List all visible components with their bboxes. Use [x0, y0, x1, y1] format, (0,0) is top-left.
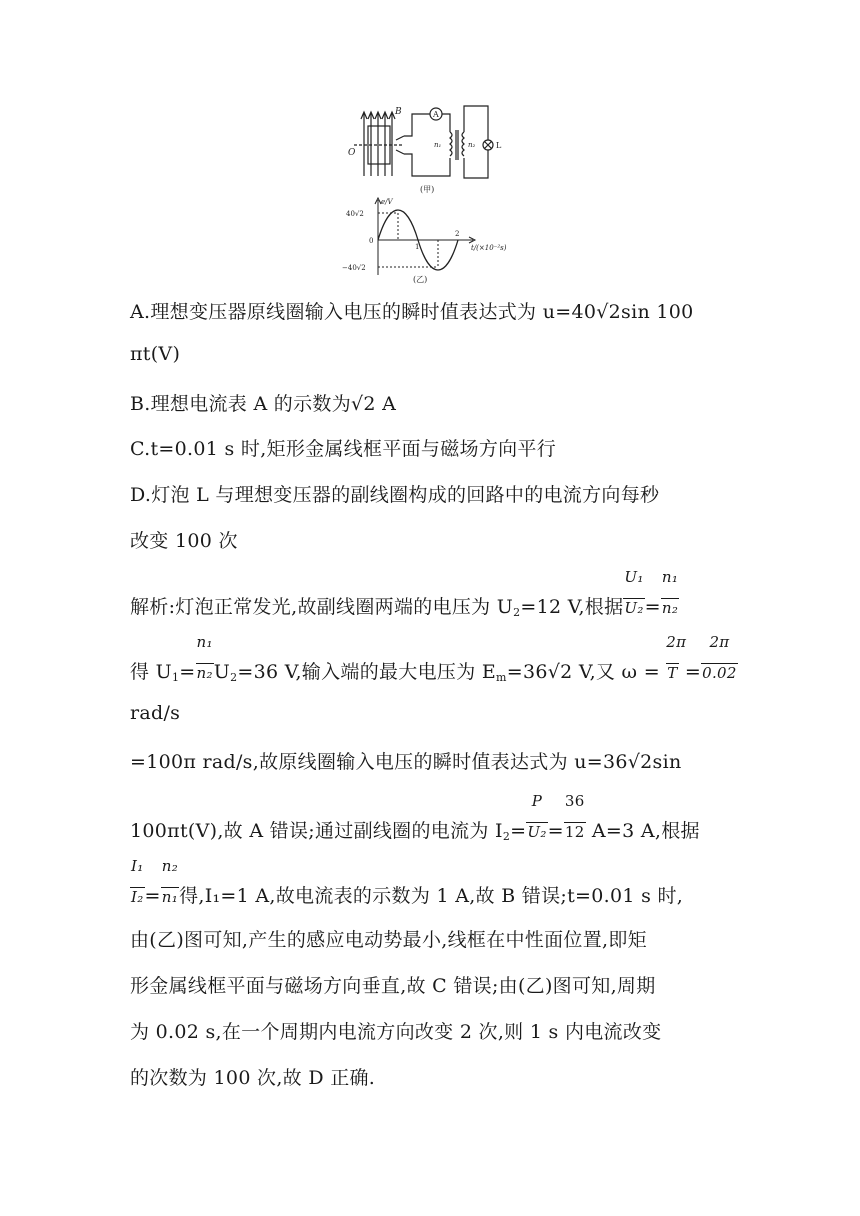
option-a-line2: πt(V): [130, 343, 181, 365]
fraction-n1-n2-b: $\frac{\text{n₁}}{\text{n₂}}$: [196, 633, 213, 682]
fraction-2pi-002: $\frac{2\pi}{0.02}$: [702, 633, 737, 682]
analysis-line6: $\frac{\text{I₁}}{\text{I₂}}=$ $\frac{\text{n₂}}{\text{n₁}}$得,I₁=1 A,故电流表的示数为 1 A,故 B 错误;t=0.01 s 时,: [131, 857, 684, 907]
analysis-line1: 解析:灯泡正常发光,故副线圈两端的电压为 $U_2=12$ V,根据 $\frac{\text{U₁}}{\text{U₂}}=$ $\frac{\text{n₁}}{\text{n₂}}$: [130, 568, 679, 619]
analysis-line9: 为 0.02 s,在一个周期内电流方向改变 2 次,则 1 s 内电流改变: [130, 1021, 662, 1043]
analysis-line5: 100πt(V),故 A 错误;通过副线圈的电流为 $I_2=$ $\frac{P}{\text{U₂}}=$ $\frac{36}{12} A=3$ A,根据: [130, 792, 700, 843]
label-B: B: [395, 107, 402, 117]
e-axis-label: e/V: [381, 198, 393, 206]
fraction-36-12: $\frac{36}{12}$: [564, 792, 585, 841]
analysis-line4: =100π rad/s,故原线圈输入电压的瞬时值表达式为 u=36√2sin: [130, 751, 682, 773]
option-b: B.理想电流表 A 的示数为√2 A: [130, 393, 397, 415]
y-bottom-label: −40√2: [342, 264, 366, 272]
primary-wire-bottom: [404, 154, 450, 176]
primary-wire-top: [404, 114, 450, 136]
label-ammeter: A: [433, 110, 439, 119]
fraction-u1-u2: $\frac{\text{U₁}}{\text{U₂}}$: [624, 568, 644, 617]
option-d-line1: D.灯泡 L 与理想变压器的副线圈构成的回路中的电流方向每秒: [130, 484, 660, 506]
option-d-line2: 改变 100 次: [130, 530, 238, 552]
primary-coil: [450, 132, 452, 156]
fraction-p-u2: $\frac{P}{\text{U₂}}$: [527, 792, 547, 841]
emf-graph: [375, 198, 475, 275]
label-O: O: [348, 148, 356, 158]
y-zero-label: 0: [369, 237, 374, 245]
label-lamp: L: [496, 141, 502, 150]
option-a-line1: A.理想变压器原线圈输入电压的瞬时值表达式为 u=40√2sin 100: [130, 301, 694, 323]
y-top-label: 40√2: [346, 210, 364, 218]
physics-figure: [338, 100, 518, 286]
label-n1: n₁: [434, 141, 442, 149]
circuit-caption: (甲): [420, 185, 435, 194]
option-c: C.t=0.01 s 时,矩形金属线框平面与磁场方向平行: [130, 438, 557, 460]
analysis-line8: 形金属线框平面与磁场方向垂直,故 C 错误;由(乙)图可知,周期: [130, 975, 656, 997]
fraction-n1-n2: $\frac{\text{n₁}}{\text{n₂}}$: [661, 568, 679, 617]
secondary-coil: [462, 132, 464, 156]
t-axis-label: t/(×10⁻²s): [471, 244, 507, 252]
analysis-line7: 由(乙)图可知,产生的感应电动势最小,线框在中性面位置,即矩: [130, 929, 647, 951]
fraction-n2-n1: $\frac{\text{n₂}}{\text{n₁}}$: [161, 857, 179, 906]
graph-caption: (乙): [413, 275, 428, 284]
fraction-2pi-T: $\frac{2\pi}{T}$: [666, 633, 687, 682]
analysis-line10: 的次数为 100 次,故 D 正确.: [130, 1067, 376, 1089]
fraction-i1-i2: $\frac{\text{I₁}}{\text{I₂}}$: [131, 857, 144, 906]
t1-label: 1: [415, 243, 420, 251]
lamp-cross: [485, 142, 492, 149]
t2-label: 2: [455, 230, 460, 238]
label-n2: n₂: [468, 141, 476, 149]
analysis-line2: 得 $U_1=$ $\frac{\text{n₁}}{\text{n₂}}U_2=36$ V,输入端的最大电压为 $E_m=36√2$ V,又 ω = $\frac{2\pi}{T}$ = $\frac{2\pi}{0.02}$: [130, 633, 737, 684]
analysis-line3: rad/s: [130, 702, 181, 724]
